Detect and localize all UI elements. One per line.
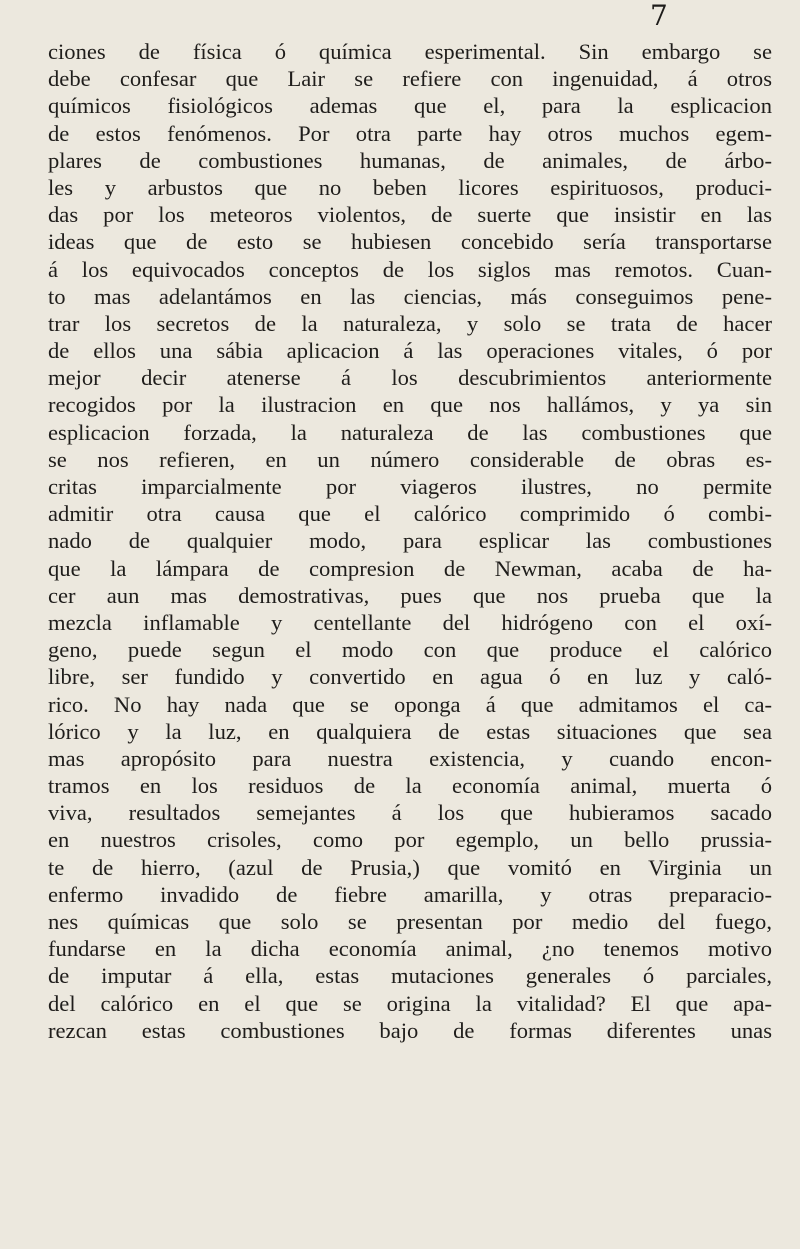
text-line: fundarse en la dicha economía animal, ¿no tenemos motivo <box>48 936 772 962</box>
text-line: debe confesar que Lair se refiere con ingenuidad, á otros <box>48 66 772 92</box>
text-line: libre, ser fundido y convertido en agua ó en luz y caló- <box>48 664 772 690</box>
page-number: 7 <box>650 0 668 32</box>
text-line: geno, puede segun el modo con que produce el calórico <box>48 637 772 663</box>
text-line: cer aun mas demostrativas, pues que nos prueba que la <box>48 582 772 608</box>
text-line: de imputar á ella, estas mutaciones generales ó parciales, <box>48 963 772 989</box>
text-line: mas apropósito para nuestra existencia, y cuando encon- <box>48 745 772 771</box>
text-line: que la lámpara de compresion de Newman, acaba de ha- <box>48 555 772 581</box>
text-line: te de hierro, (azul de Prusia,) que vomitó en Virginia un <box>48 854 772 880</box>
text-line: nes químicas que solo se presentan por medio del fuego, <box>48 909 772 934</box>
text-line: to mas adelantámos en las ciencias, más conseguimos pene- <box>48 283 772 309</box>
text-line: rico. No hay nada que se oponga á que admitamos el ca- <box>48 691 772 717</box>
text-line: trar los secretos de la naturaleza, y solo se trata de hacer <box>48 310 772 336</box>
text-line: esplicacion forzada, la naturaleza de las combustiones que <box>48 419 772 445</box>
text-line: les y arbustos que no beben licores espirituosos, produci- <box>48 174 772 200</box>
text-line: das por los meteoros violentos, de suerte que insistir en las <box>48 202 772 228</box>
text-line: químicos fisiológicos ademas que el, para la esplicacion <box>48 93 772 119</box>
text-line: en nuestros crisoles, como por egemplo, un bello prussia- <box>48 827 772 853</box>
text-line: á los equivocados conceptos de los siglos mas remotos. Cuan- <box>48 256 772 282</box>
text-line: ideas que de esto se hubiesen concebido sería transportarse <box>48 229 772 255</box>
text-line: critas imparcialmente por viageros ilustres, no permite <box>48 474 772 499</box>
text-line: admitir otra causa que el calórico comprimido ó combi- <box>48 501 772 527</box>
text-line: rezcan estas combustiones bajo de formas diferentes unas <box>48 1017 772 1043</box>
text-line: ciones de física ó química esperimental. Sin embargo se <box>48 39 772 64</box>
text-line: se nos refieren, en un número considerable de obras es- <box>48 446 772 472</box>
text-line: recogidos por la ilustracion en que nos hallámos, y ya sin <box>48 392 772 418</box>
text-line: mejor decir atenerse á los descubrimientos anteriormente <box>48 365 772 391</box>
text-line: tramos en los residuos de la economía animal, muerta ó <box>48 773 772 799</box>
text-line: mezcla inflamable y centellante del hidrógeno con el oxí- <box>48 609 772 635</box>
text-line: lórico y la luz, en qualquiera de estas situaciones que sea <box>48 718 772 744</box>
text-line: plares de combustiones humanas, de animales, de árbo- <box>48 147 772 173</box>
text-line: del calórico en el que se origina la vitalidad? El que apa- <box>48 990 772 1016</box>
text-line: nado de qualquier modo, para esplicar las combustiones <box>48 528 772 554</box>
text-line: de ellos una sábia aplicacion á las operaciones vitales, ó por <box>48 338 772 364</box>
body-text <box>48 38 772 1044</box>
text-line: enfermo invadido de fiebre amarilla, y otras preparacio- <box>48 881 772 907</box>
text-line: viva, resultados semejantes á los que hubieramos sacado <box>48 800 772 826</box>
text-line: de estos fenómenos. Por otra parte hay otros muchos egem- <box>48 120 772 146</box>
